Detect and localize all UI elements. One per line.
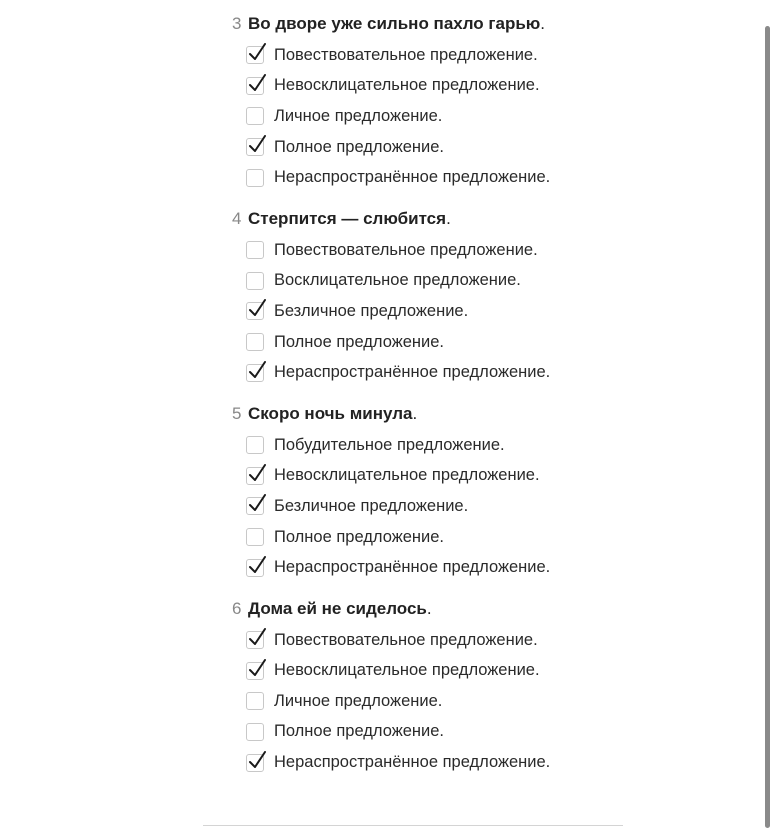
checkbox-checked[interactable]: [246, 467, 264, 485]
question-5: [232, 400, 752, 583]
option-label: Безличное предложение.: [274, 301, 469, 320]
question-header: [232, 10, 752, 38]
checkbox-checked[interactable]: [246, 497, 264, 515]
question-end-mark: .: [540, 14, 546, 33]
question-3: [232, 10, 752, 193]
option-item[interactable]: [232, 296, 752, 327]
checkbox-checked[interactable]: [246, 754, 264, 772]
divider: [203, 825, 623, 826]
checkbox-checked[interactable]: [246, 364, 264, 382]
checkbox-unchecked[interactable]: [246, 241, 264, 259]
option-label: Полное предложение.: [274, 527, 445, 546]
option-list: [232, 235, 752, 388]
checkbox-unchecked[interactable]: [246, 692, 264, 710]
option-item[interactable]: [232, 327, 752, 358]
option-item[interactable]: [232, 686, 752, 717]
option-list: [232, 40, 752, 193]
option-label: Нераспространённое предложение.: [274, 558, 551, 577]
option-item[interactable]: [232, 235, 752, 266]
checkbox-unchecked[interactable]: [246, 528, 264, 546]
checkbox-checked[interactable]: [246, 559, 264, 577]
option-label: Повествовательное предложение.: [274, 45, 538, 64]
option-label: Нераспространённое предложение.: [274, 753, 551, 772]
checkmark-icon: [248, 556, 268, 576]
question-end-mark: .: [412, 403, 418, 423]
checkbox-checked[interactable]: [246, 662, 264, 680]
option-label: Невосклицательное предложение.: [274, 76, 540, 95]
option-item[interactable]: [232, 747, 752, 778]
option-item[interactable]: [232, 71, 752, 102]
question-number: 4: [232, 208, 242, 228]
option-label: Восклицательное предложение.: [274, 271, 521, 290]
checkmark-icon: [248, 361, 268, 381]
checkmark-icon: [248, 494, 268, 514]
option-label: Нераспространённое предложение.: [274, 363, 551, 382]
checkbox-unchecked[interactable]: [246, 107, 264, 125]
option-item[interactable]: [232, 101, 752, 132]
option-item[interactable]: [232, 491, 752, 522]
option-label: Безличное предложение.: [274, 496, 469, 515]
scrollbar[interactable]: [765, 26, 770, 828]
checkbox-unchecked[interactable]: [246, 436, 264, 454]
checkbox-unchecked[interactable]: [246, 169, 264, 187]
option-item[interactable]: [232, 522, 752, 553]
question-text: Скоро ночь минула: [248, 403, 413, 423]
option-item[interactable]: [232, 357, 752, 388]
checkmark-icon: [248, 659, 268, 679]
question-header: [232, 400, 752, 428]
option-item[interactable]: [232, 430, 752, 461]
option-label: Полное предложение.: [274, 722, 445, 741]
checkmark-icon: [248, 43, 268, 63]
checkbox-unchecked[interactable]: [246, 272, 264, 290]
question-number: 6: [232, 598, 242, 618]
question-header: [232, 205, 752, 233]
option-item[interactable]: [232, 266, 752, 297]
question-text: Во дворе уже сильно пахло гарью: [248, 14, 541, 33]
question-text: Стерпится — слюбится: [248, 208, 447, 228]
checkmark-icon: [248, 299, 268, 319]
checkmark-icon: [248, 135, 268, 155]
question-number: 5: [232, 403, 242, 423]
option-label: Побудительное предложение.: [274, 435, 505, 454]
checkbox-unchecked[interactable]: [246, 333, 264, 351]
checkmark-icon: [248, 628, 268, 648]
question-6: [232, 595, 752, 778]
question-header: [232, 595, 752, 623]
option-label: Нераспространённое предложение.: [274, 168, 551, 187]
option-list: [232, 430, 752, 583]
option-label: Полное предложение.: [274, 332, 445, 351]
question-end-mark: .: [426, 598, 432, 618]
option-item[interactable]: [232, 552, 752, 583]
question-4: [232, 205, 752, 388]
checkmark-icon: [248, 751, 268, 771]
option-item[interactable]: [232, 625, 752, 656]
option-item[interactable]: [232, 656, 752, 687]
option-label: Невосклицательное предложение.: [274, 661, 540, 680]
option-label: Невосклицательное предложение.: [274, 466, 540, 485]
option-item[interactable]: [232, 162, 752, 193]
option-item[interactable]: [232, 132, 752, 163]
checkbox-checked[interactable]: [246, 138, 264, 156]
checkbox-checked[interactable]: [246, 302, 264, 320]
option-label: Полное предложение.: [274, 137, 445, 156]
option-label: Личное предложение.: [274, 106, 443, 125]
question-number: 3: [232, 14, 242, 33]
option-label: Повествовательное предложение.: [274, 240, 538, 259]
option-item[interactable]: [232, 717, 752, 748]
checkbox-checked[interactable]: [246, 46, 264, 64]
checkbox-checked[interactable]: [246, 77, 264, 95]
question-end-mark: .: [446, 208, 451, 228]
quiz-container: [232, 10, 752, 790]
checkbox-unchecked[interactable]: [246, 723, 264, 741]
option-item[interactable]: [232, 40, 752, 71]
option-item[interactable]: [232, 461, 752, 492]
checkmark-icon: [248, 74, 268, 94]
question-text: Дома ей не сиделось: [248, 598, 427, 618]
checkbox-checked[interactable]: [246, 631, 264, 649]
option-label: Личное предложение.: [274, 691, 443, 710]
option-list: [232, 625, 752, 778]
checkmark-icon: [248, 464, 268, 484]
option-label: Повествовательное предложение.: [274, 630, 538, 649]
